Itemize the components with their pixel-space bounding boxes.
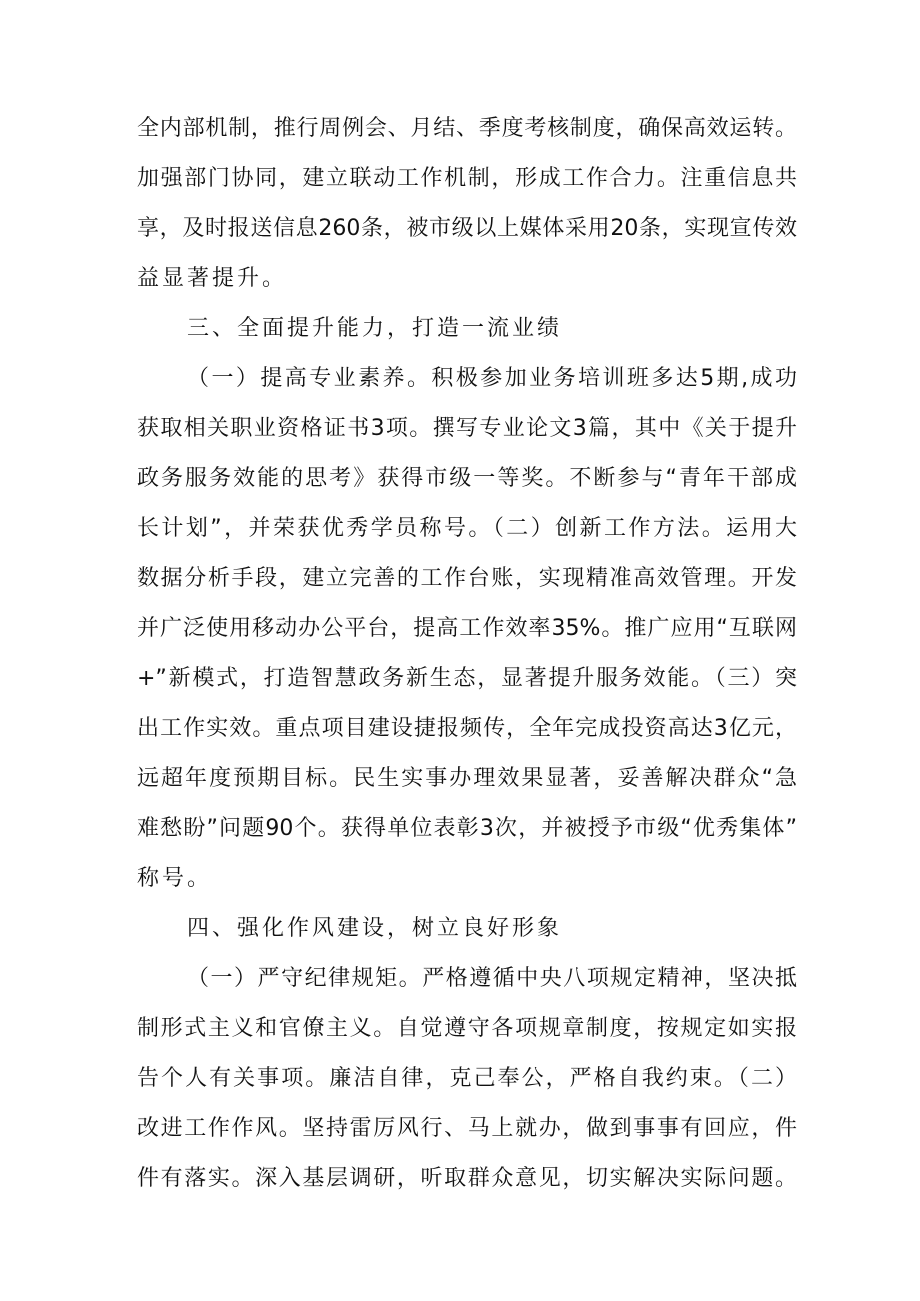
paragraph-line: 制形式主义和官僚主义。自觉遵守各项规章制度，按规定如实报 xyxy=(137,1016,797,1041)
paragraph-line: 难愁盼”问题90个。获得单位表彰3次，并被授予市级“优秀集体” xyxy=(137,816,797,841)
paragraph-line: +”新模式，打造智慧政务新生态，显著提升服务效能。（三）突 xyxy=(137,666,797,691)
paragraph-line: 远超年度预期目标。民生实事办理效果显著，妥善解决群众“急 xyxy=(137,766,797,791)
section-heading-4: 四、强化作风建设，树立良好形象 xyxy=(187,916,563,941)
paragraph-line: 享，及时报送信息260条，被市级以上媒体采用20条，实现宣传效 xyxy=(137,216,797,241)
paragraph-line: 出工作实效。重点项目建设捷报频传，全年完成投资高达3亿元， xyxy=(137,716,797,741)
paragraph-line: 加强部门协同，建立联动工作机制，形成工作合力。注重信息共 xyxy=(137,166,797,191)
paragraph-line: （一）严守纪律规矩。严格遵循中央八项规定精神，坚决抵 xyxy=(187,966,797,991)
paragraph-line: 长计划”，并荣获优秀学员称号。（二）创新工作方法。运用大 xyxy=(137,516,797,541)
paragraph-line: 称号。 xyxy=(137,866,213,891)
paragraph-line: 改进工作作风。坚持雷厉风行、马上就办，做到事事有回应，件 xyxy=(137,1116,797,1141)
paragraph-line: 告个人有关事项。廉洁自律，克己奉公，严格自我约束。（二） xyxy=(137,1066,797,1091)
paragraph-line: （一）提高专业素养。积极参加业务培训班多达5期,成功 xyxy=(187,366,797,391)
paragraph-line: 获取相关职业资格证书3项。撰写专业论文3篇，其中《关于提升 xyxy=(137,416,797,441)
paragraph-line: 益显著提升。 xyxy=(137,266,288,291)
paragraph-line: 件有落实。深入基层调研，听取群众意见，切实解决实际问题。 xyxy=(137,1166,797,1191)
paragraph-line: 全内部机制，推行周例会、月结、季度考核制度，确保高效运转。 xyxy=(137,116,797,141)
paragraph-line: 数据分析手段，建立完善的工作台账，实现精准高效管理。开发 xyxy=(137,566,797,591)
paragraph-line: 政务服务效能的思考》获得市级一等奖。不断参与“青年干部成 xyxy=(137,466,797,491)
paragraph-line: 并广泛使用移动办公平台，提高工作效率35%。推广应用“互联网 xyxy=(137,616,797,641)
section-heading-3: 三、全面提升能力，打造一流业绩 xyxy=(187,316,563,341)
